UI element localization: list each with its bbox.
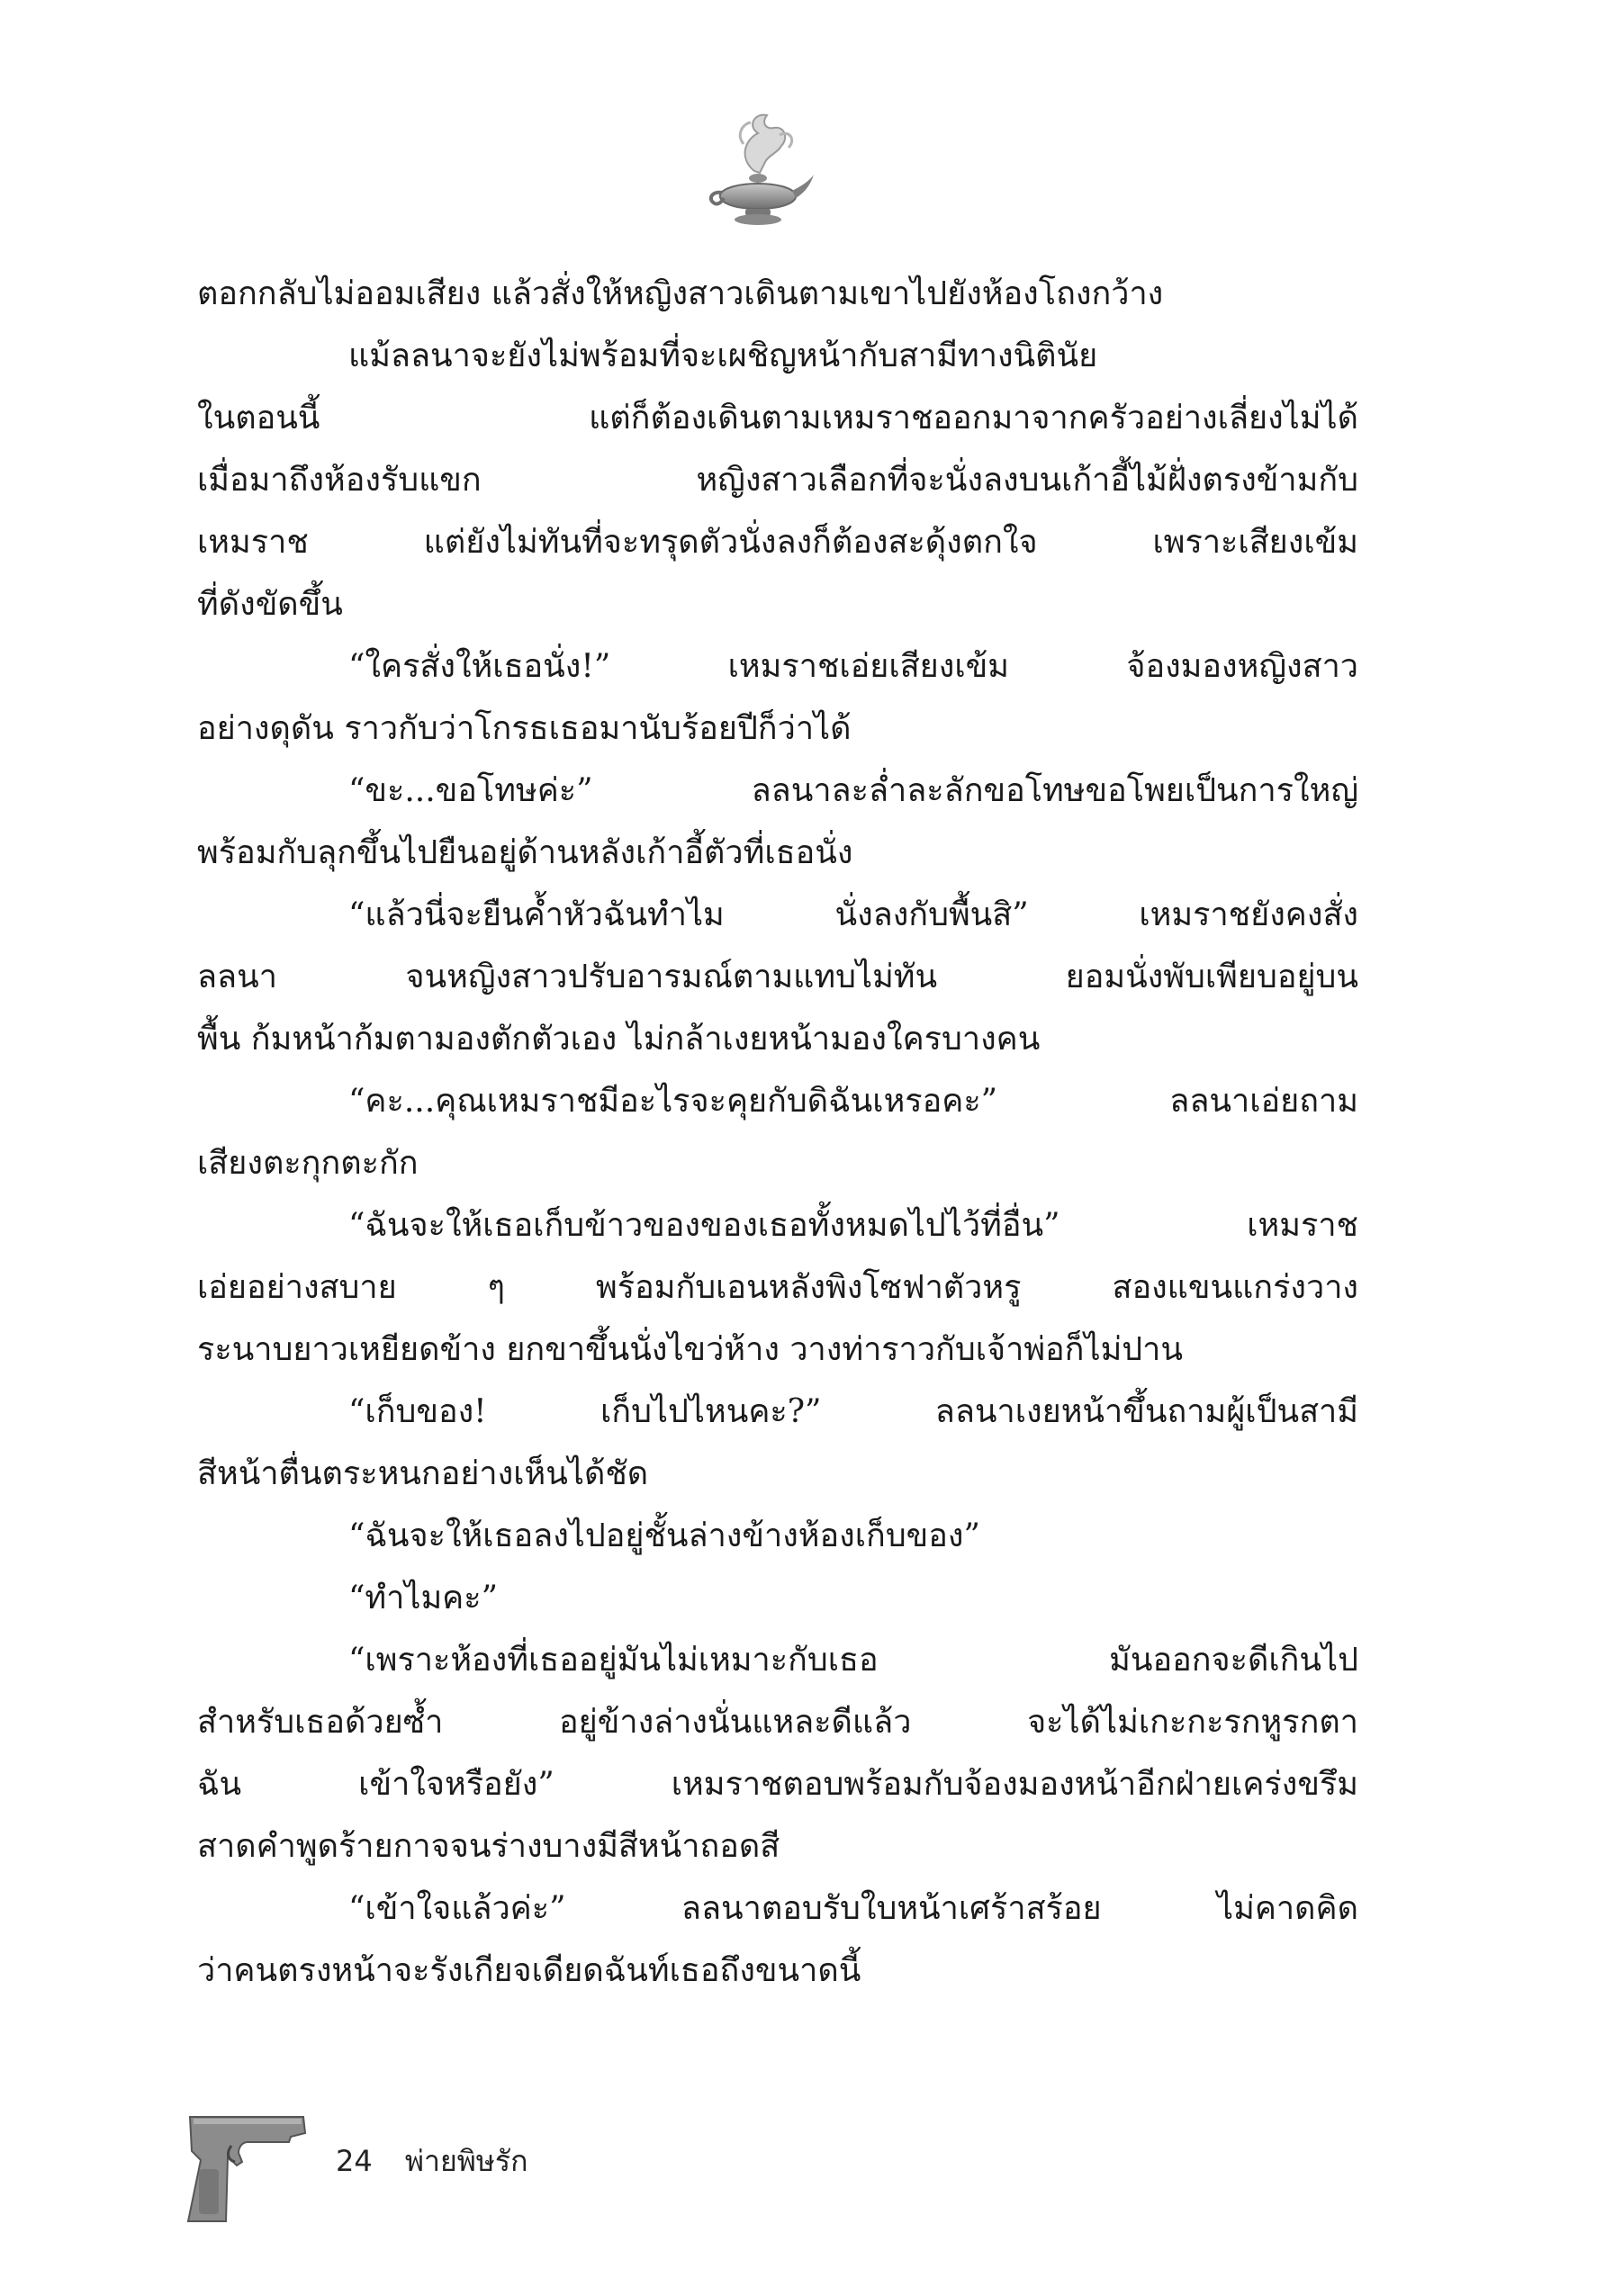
text-line: ตอกกลับไม่ออมเสียง แล้วสั่งให้หญิงสาวเดินตามเขาไปยังห้องโถงกว้าง xyxy=(197,275,1164,312)
text-line: สำหรับเธอด้วยซ้ำ อยู่ข้างล่างนั่นแหละดีแล้ว จะได้ไม่เกะกะรกหูรกตา xyxy=(197,1704,1358,1741)
text-line: “ใครสั่งให้เธอนั่ง!” เหมราชเอ่ยเสียงเข้ม จ้องมองหญิงสาว xyxy=(348,648,1358,685)
text-line: “เก็บของ! เก็บไปไหนคะ?” ลลนาเงยหน้าขึ้นถามผู้เป็นสามี xyxy=(348,1393,1358,1430)
page-number: 24 xyxy=(336,2144,373,2178)
text-line: เอ่ยอย่างสบาย ๆ พร้อมกับเอนหลังพิงโซฟาตัวหรู สองแขนแกร่งวาง xyxy=(197,1269,1358,1306)
text-line: พร้อมกับลุกขึ้นไปยืนอยู่ด้านหลังเก้าอี้ตัวที่เธอนั่ง xyxy=(197,834,853,871)
text-line: “ฉันจะให้เธอเก็บข้าวของของเธอทั้งหมดไปไว้ที่อื่น” เหมราช xyxy=(348,1207,1358,1244)
text-line: “คะ...คุณเหมราชมีอะไรจะคุยกับดิฉันเหรอคะ” ลลนาเอ่ยถาม xyxy=(348,1083,1358,1120)
folio xyxy=(336,2138,527,2184)
genie-lamp-icon xyxy=(702,108,815,234)
text-line: “ขะ...ขอโทษค่ะ” ลลนาละล่ำละลักขอโทษขอโพยเป็นการใหญ่ xyxy=(348,772,1358,809)
text-line: “เข้าใจแล้วค่ะ” ลลนาตอบรับใบหน้าเศร้าสร้อย ไม่คาดคิด xyxy=(348,1890,1358,1927)
text-line: “เพราะห้องที่เธออยู่มันไม่เหมาะกับเธอ มันออกจะดีเกินไป xyxy=(348,1642,1358,1679)
text-line: ฉัน เข้าใจหรือยัง” เหมราชตอบพร้อมกับจ้องมองหน้าอีกฝ่ายเคร่งขรึม xyxy=(197,1766,1358,1803)
text-line: พื้น ก้มหน้าก้มตามองตักตัวเอง ไม่กล้าเงยหน้ามองใครบางคน xyxy=(197,1021,1041,1058)
text-line: สีหน้าตื่นตระหนกอย่างเห็นได้ชัด xyxy=(197,1455,649,1492)
body-text xyxy=(197,263,1358,2002)
text-line: แม้ลลนาจะยังไม่พร้อมที่จะเผชิญหน้ากับสามีทางนิตินัย xyxy=(348,338,1098,374)
text-line: “ทำไมคะ” xyxy=(348,1580,499,1616)
pistol-icon xyxy=(185,2106,311,2232)
book-title: พ่ายพิษรัก xyxy=(404,2144,528,2178)
text-line: เหมราช แต่ยังไม่ทันที่จะทรุดตัวนั่งลงก็ต้องสะดุ้งตกใจ เพราะเสียงเข้ม xyxy=(197,524,1358,561)
text-line: อย่างดุดัน ราวกับว่าโกรธเธอมานับร้อยปีก็ว่าได้ xyxy=(197,710,852,747)
text-line: สาดคำพูดร้ายกาจจนร่างบางมีสีหน้าถอดสี xyxy=(197,1828,780,1865)
text-line: “ฉันจะให้เธอลงไปอยู่ชั้นล่างข้างห้องเก็บของ” xyxy=(348,1517,980,1554)
text-line: ในตอนนี้ แต่ก็ต้องเดินตามเหมราชออกมาจากครัวอย่างเลี่ยงไม่ได้ xyxy=(197,400,1358,437)
text-line: เมื่อมาถึงห้องรับแขก หญิงสาวเลือกที่จะนั่งลงบนเก้าอี้ไม้ฝั่งตรงข้ามกับ xyxy=(197,462,1358,499)
page-footer xyxy=(185,2106,815,2241)
text-line: ลลนา จนหญิงสาวปรับอารมณ์ตามแทบไม่ทัน ยอมนั่งพับเพียบอยู่บน xyxy=(197,959,1358,995)
text-line: “แล้วนี่จะยืนค้ำหัวฉันทำไม นั่งลงกับพื้นสิ” เหมราชยังคงสั่ง xyxy=(348,896,1358,933)
text-line: ระนาบยาวเหยียดข้าง ยกขาขึ้นนั่งไขว่ห้าง วางท่าราวกับเจ้าพ่อก็ไม่ปาน xyxy=(197,1331,1183,1368)
text-line: เสียงตะกุกตะกัก xyxy=(197,1145,419,1182)
text-line: ที่ดังขัดขึ้น xyxy=(197,586,343,623)
text-line: ว่าคนตรงหน้าจะรังเกียจเดียดฉันท์เธอถึงขนาดนี้ xyxy=(197,1952,861,1989)
